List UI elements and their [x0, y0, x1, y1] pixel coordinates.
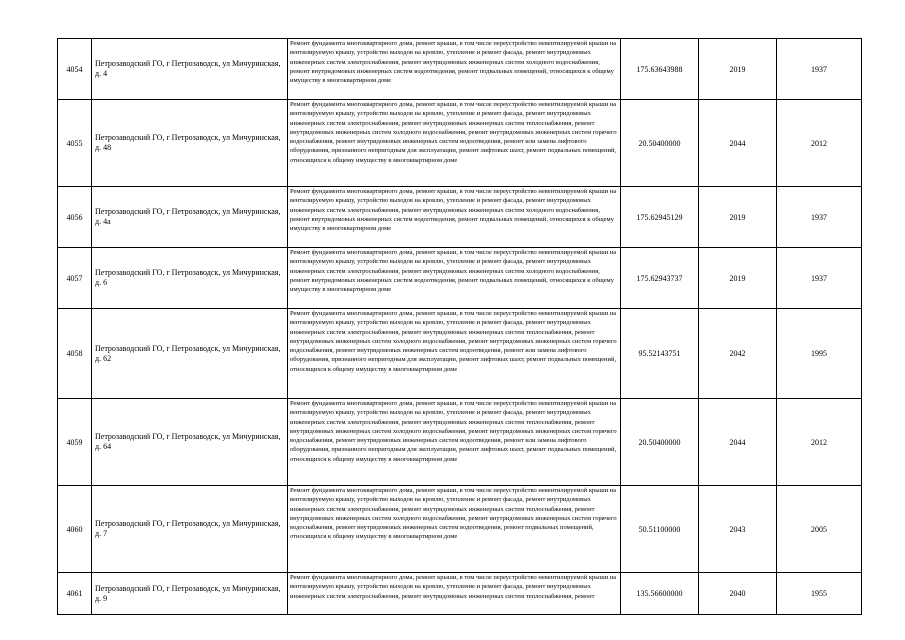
- works-cell: [288, 486, 621, 573]
- row-number-text: 4058: [66, 349, 83, 358]
- row-number: [58, 100, 92, 187]
- planned-year-cell-text: 2040: [729, 589, 746, 598]
- build-year-cell: [777, 248, 862, 309]
- address-cell: [92, 187, 288, 248]
- table-row: [58, 573, 862, 615]
- planned-year-cell: [699, 309, 777, 399]
- planned-year-cell-text: 2042: [729, 349, 746, 358]
- planned-year-cell-text: 2044: [729, 437, 746, 447]
- address-cell-text: Петрозаводский ГО, г Петрозаводск, ул Мичуринская, д. 4а: [95, 207, 281, 226]
- row-number-text: 4054: [66, 64, 83, 74]
- works-cell: [288, 100, 621, 187]
- address-cell-text: Петрозаводский ГО, г Петрозаводск, ул Мичуринская, д. 4: [95, 59, 281, 78]
- planned-year-cell: [699, 187, 777, 248]
- row-number-text: 4059: [66, 437, 83, 447]
- cost-cell-text: 135.56600000: [636, 589, 683, 598]
- works-cell-text: Ремонт фундамента многоквартирного дома, ремонт крыши, в том числе переустройство невентилируемой крыши на вентилируемую крышу, устройство выходов на кровлю, утепление и ремонт фасада, ремонт внутридомовых инженерных систем электроснабжения, ремонт внутридомовых инженерных систем теплоснабжения, ремонт: [290, 574, 617, 600]
- row-number-text: 4057: [66, 273, 83, 283]
- row-number: [58, 187, 92, 248]
- build-year-cell: [777, 573, 862, 615]
- works-cell-text: Ремонт фундамента многоквартирного дома, ремонт крыши, в том числе переустройство невентилируемой крыши на вентилируемую крышу, устройство выходов на кровлю, утепление и ремонт фасада, ремонт внутридомовых инженерных систем электроснабжения, ремонт внутридомовых инженерных систем теплоснабжения, ремонт внутридомовых инженерных систем холодного водоснабжения, ремонт внутридомовых инженерных систем горячего водоснабжения, ремонт внутридомовых инженерных систем водоотведения, ремонт или замена лифтового оборудования, признанного непригодным для эксплуатации, ремонт лифтовых шахт, ремонт подвальных помещений, относящихся к общему имуществу в многоквартирном доме: [290, 310, 617, 373]
- works-cell-text: Ремонт фундамента многоквартирного дома, ремонт крыши, в том числе переустройство невентилируемой крыши на вентилируемую крышу, устройство выходов на кровлю, утепление и ремонт фасада, ремонт внутридомовых инженерных систем электроснабжения, ремонт внутридомовых инженерных систем холодного водоснабжения, ремонт внутридомовых инженерных систем водоотведения, ремонт подвальных помещений, относящихся к общему имуществу в многоквартирном доме: [290, 188, 617, 233]
- row-number: [58, 573, 92, 615]
- works-cell-text: Ремонт фундамента многоквартирного дома, ремонт крыши, в том числе переустройство невентилируемой крыши на вентилируемую крышу, устройство выходов на кровлю, утепление и ремонт фасада, ремонт внутридомовых инженерных систем электроснабжения, ремонт внутридомовых инженерных систем холодного водоснабжения, ремонт внутридомовых инженерных систем водоотведения, ремонт подвальных помещений, относящихся к общему имуществу в многоквартирном доме: [290, 40, 617, 85]
- works-cell-text: Ремонт фундамента многоквартирного дома, ремонт крыши, в том числе переустройство невентилируемой крыши на вентилируемую крышу, устройство выходов на кровлю, утепление и ремонт фасада, ремонт внутридомовых инженерных систем электроснабжения, ремонт внутридомовых инженерных систем теплоснабжения, ремонт внутридомовых инженерных систем холодного водоснабжения, ремонт внутридомовых инженерных систем горячего водоснабжения, ремонт внутридомовых инженерных систем водоотведения, ремонт или замена лифтового оборудования, признанного непригодным для эксплуатации, ремонт лифтовых шахт, ремонт подвальных помещений, относящихся к общему имуществу в многоквартирном доме: [290, 101, 617, 164]
- build-year-cell-text: 1937: [811, 212, 827, 222]
- cost-cell: [621, 486, 699, 573]
- planned-year-cell-text: 2043: [729, 524, 746, 534]
- works-cell-text: Ремонт фундамента многоквартирного дома, ремонт крыши, в том числе переустройство невентилируемой крыши на вентилируемую крышу, устройство выходов на кровлю, утепление и ремонт фасада, ремонт внутридомовых инженерных систем электроснабжения, ремонт внутридомовых инженерных систем холодного водоснабжения, ремонт внутридомовых инженерных систем водоотведения, ремонт подвальных помещений, относящихся к общему имуществу в многоквартирном доме: [290, 249, 617, 294]
- works-cell: [288, 248, 621, 309]
- cost-cell-text: 175.62943737: [636, 273, 683, 283]
- row-number: [58, 309, 92, 399]
- address-cell-text: Петрозаводский ГО, г Петрозаводск, ул Мичуринская, д. 62: [95, 343, 281, 363]
- build-year-cell: [777, 486, 862, 573]
- table-row: [58, 399, 862, 486]
- build-year-cell: [777, 100, 862, 187]
- planned-year-cell: [699, 399, 777, 486]
- planned-year-cell-text: 2044: [729, 138, 746, 148]
- address-cell-text: Петрозаводский ГО, г Петрозаводск, ул Мичуринская, д. 64: [95, 432, 281, 451]
- cost-cell-text: 95.52143751: [638, 349, 681, 358]
- works-cell: [288, 39, 621, 100]
- row-number-text: 4056: [66, 212, 83, 222]
- cost-cell: [621, 573, 699, 615]
- build-year-cell-text: 1995: [811, 349, 827, 358]
- address-cell: [92, 399, 288, 486]
- build-year-cell: [777, 39, 862, 100]
- works-cell: [288, 309, 621, 399]
- build-year-cell-text: 2012: [811, 138, 827, 148]
- planned-year-cell-text: 2019: [729, 273, 746, 283]
- build-year-cell: [777, 399, 862, 486]
- table-row: [58, 39, 862, 100]
- works-cell: [288, 573, 621, 615]
- address-cell: [92, 309, 288, 399]
- table-row: [58, 248, 862, 309]
- planned-year-cell-text: 2019: [729, 64, 746, 74]
- cost-cell: [621, 39, 699, 100]
- table-row: [58, 309, 862, 399]
- address-cell: [92, 573, 288, 615]
- address-cell-text: Петрозаводский ГО, г Петрозаводск, ул Мичуринская, д. 7: [95, 519, 281, 538]
- works-cell: [288, 399, 621, 486]
- row-number-text: 4061: [66, 589, 83, 598]
- planned-year-cell: [699, 486, 777, 573]
- address-cell-text: Петрозаводский ГО, г Петрозаводск, ул Мичуринская, д. 48: [95, 133, 281, 152]
- build-year-cell-text: 1937: [811, 273, 827, 283]
- row-number-text: 4060: [66, 524, 83, 534]
- planned-year-cell: [699, 100, 777, 187]
- cost-cell-text: 50.51100000: [638, 524, 681, 534]
- planned-year-cell: [699, 573, 777, 615]
- cost-cell-text: 20.50400000: [638, 437, 681, 447]
- address-cell-text: Петрозаводский ГО, г Петрозаводск, ул Мичуринская, д. 9: [95, 583, 281, 603]
- address-cell: [92, 248, 288, 309]
- planned-year-cell-text: 2019: [729, 212, 746, 222]
- planned-year-cell: [699, 39, 777, 100]
- row-number: [58, 399, 92, 486]
- address-cell: [92, 39, 288, 100]
- cost-cell: [621, 399, 699, 486]
- address-cell-text: Петрозаводский ГО, г Петрозаводск, ул Мичуринская, д. 6: [95, 268, 281, 287]
- build-year-cell-text: 1937: [811, 64, 827, 74]
- works-cell-text: Ремонт фундамента многоквартирного дома, ремонт крыши, в том числе переустройство невентилируемой крыши на вентилируемую крышу, устройство выходов на кровлю, утепление и ремонт фасада, ремонт внутридомовых инженерных систем электроснабжения, ремонт внутридомовых инженерных систем теплоснабжения, ремонт внутридомовых инженерных систем холодного водоснабжения, ремонт внутридомовых инженерных систем горячего водоснабжения, ремонт внутридомовых инженерных систем водоотведения, ремонт или замена лифтового оборудования, признанного непригодным для эксплуатации, ремонт лифтовых шахт, ремонт подвальных помещений, относящихся к общему имуществу в многоквартирном доме: [290, 400, 617, 463]
- build-year-cell-text: 1955: [811, 589, 827, 598]
- cost-cell-text: 20.50400000: [638, 138, 681, 148]
- planned-year-cell: [699, 248, 777, 309]
- row-number: [58, 39, 92, 100]
- build-year-cell: [777, 309, 862, 399]
- row-number: [58, 486, 92, 573]
- cost-cell: [621, 187, 699, 248]
- build-year-cell-text: 2012: [811, 437, 827, 447]
- cost-cell-text: 175.62945129: [636, 212, 683, 222]
- table-row: [58, 100, 862, 187]
- cost-cell: [621, 248, 699, 309]
- table-body: [58, 39, 862, 615]
- table-row: [58, 486, 862, 573]
- build-year-cell: [777, 187, 862, 248]
- address-cell: [92, 100, 288, 187]
- housing-repair-table: [57, 38, 862, 615]
- row-number: [58, 248, 92, 309]
- cost-cell-text: 175.63643988: [636, 64, 683, 74]
- works-cell: [288, 187, 621, 248]
- works-cell-text: Ремонт фундамента многоквартирного дома, ремонт крыши, в том числе переустройство невентилируемой крыши на вентилируемую крышу, устройство выходов на кровлю, утепление и ремонт фасада, ремонт внутридомовых инженерных систем электроснабжения, ремонт внутридомовых инженерных систем теплоснабжения, ремонт внутридомовых инженерных систем холодного водоснабжения, ремонт внутридомовых инженерных систем горячего водоснабжения, ремонт внутридомовых инженерных систем водоотведения, ремонт подвальных помещений, относящихся к общему имуществу в многоквартирном доме: [290, 487, 617, 541]
- cost-cell: [621, 309, 699, 399]
- cost-cell: [621, 100, 699, 187]
- row-number-text: 4055: [66, 138, 83, 148]
- table-row: [58, 187, 862, 248]
- build-year-cell-text: 2005: [811, 524, 827, 534]
- address-cell: [92, 486, 288, 573]
